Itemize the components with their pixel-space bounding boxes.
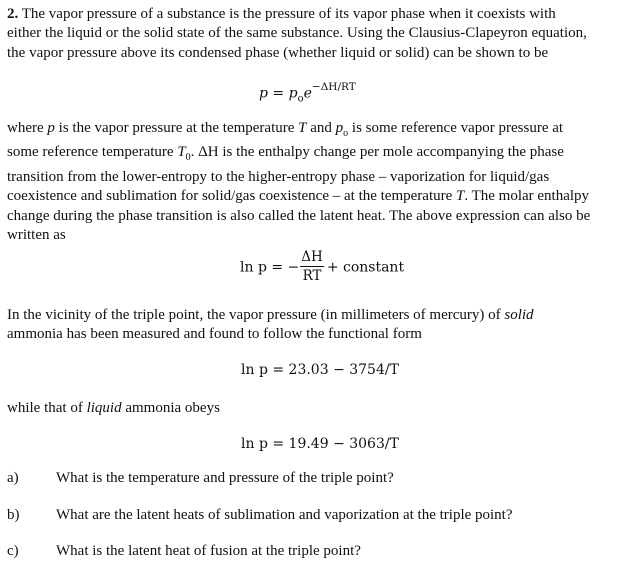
question-a-label: a) [7, 470, 19, 486]
intro-line-2: either the liquid or the solid state of the same substance. Using the Clausius-Clapeyron equation, [7, 25, 587, 42]
question-number: 2. [7, 6, 19, 22]
question-b-text: What are the latent heats of sublimation and vaporization at the triple point? [56, 507, 513, 523]
question-c [7, 542, 361, 561]
explanation-line-4: coexistence and sublimation for solid/gas coexistence – at the temperature T. The molar enthalpy [7, 188, 590, 205]
enthalpy-fraction: $\frac{\Delta H}{RT}$ [301, 249, 323, 284]
liquid-ammonia-text: while that of liquid ammonia obeys [7, 400, 220, 416]
clausius-clapeyron-equation: $p = p_oe^{-\Delta H/RT}$ [259, 81, 356, 105]
explanation-line-1: where p is the vapor pressure at the temperature T and $p_o$ is some reference vapor pressure at [7, 120, 564, 139]
log-pressure-equation: ln p = − $\frac{\Delta H}{RT}$ + constant [240, 249, 405, 284]
explanation-line-6: written as [7, 227, 66, 244]
liquid-ammonia-equation: ln p = 19.49 − 3063/T [241, 436, 399, 452]
solid-line-2: ammonia has been measured and found to follow the functional form [7, 326, 422, 343]
solid-ammonia-paragraph [7, 306, 534, 345]
solid-ammonia-equation: ln p = 23.03 − 3754/T [241, 362, 399, 378]
question-b [7, 506, 513, 525]
explanation-line-2: some reference temperature $T_0$. ΔH is the enthalpy change per mole accompanying the phase [7, 144, 564, 164]
intro-line-3: the vapor pressure above its condensed phase (whether liquid or solid) can be shown to be [7, 44, 549, 61]
explanation-line-3: transition from the lower-entropy to the higher-entropy phase – vaporization for liquid/gas [7, 168, 550, 185]
question-a [7, 469, 394, 488]
question-b-label: b) [7, 507, 20, 523]
intro-line-1: 2. The vapor pressure of a substance is the pressure of its vapor phase when it coexists with [7, 6, 556, 22]
question-a-text: What is the temperature and pressure of the triple point? [56, 470, 394, 486]
explanation-line-5: change during the phase transition is also called the latent heat. The above expression can also be [7, 207, 591, 224]
question-c-text: What is the latent heat of fusion at the triple point? [56, 543, 361, 559]
explanation-paragraph [7, 119, 590, 245]
solid-line-1: In the vicinity of the triple point, the vapor pressure (in millimeters of mercury) of solid [7, 307, 534, 323]
question-c-label: c) [7, 543, 19, 559]
intro-paragraph [7, 5, 587, 63]
